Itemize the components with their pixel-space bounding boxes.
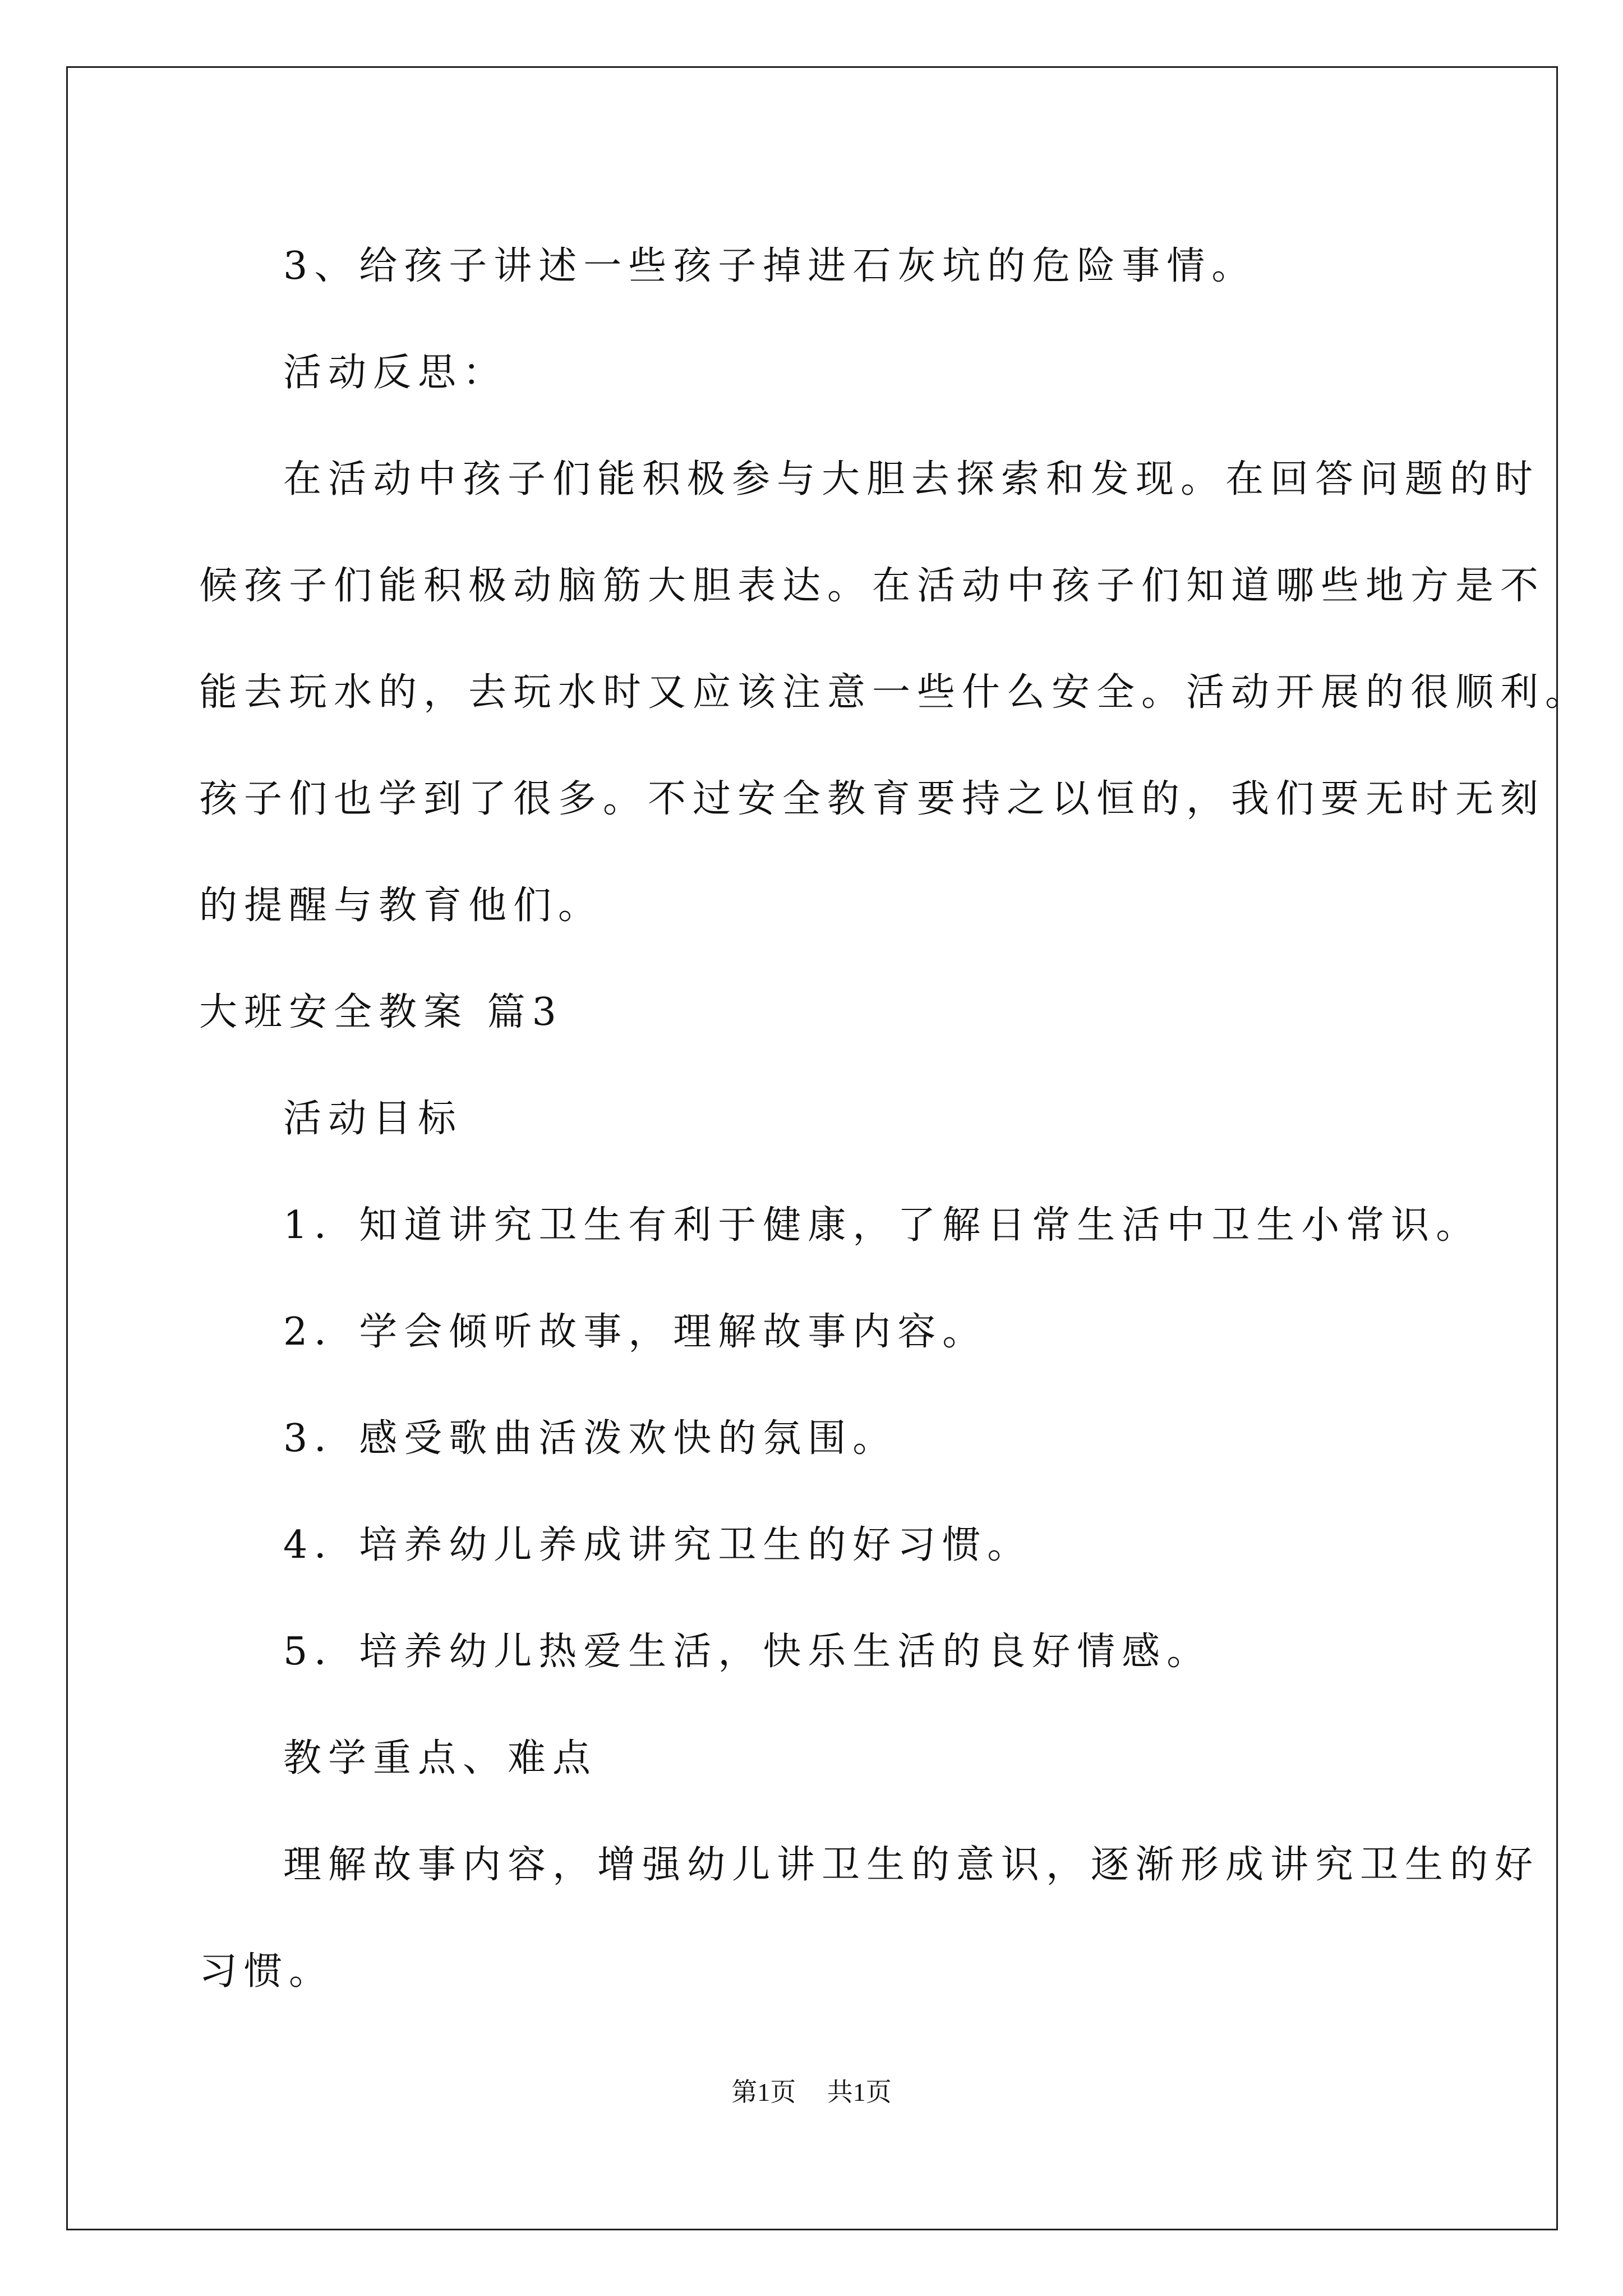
page-total: 共1页 (827, 2078, 892, 2106)
paragraph-continuation: 候孩子们能积极动脑筋大胆表达。在活动中孩子们知道哪些地方是不 (199, 564, 1546, 608)
list-item: 2．学会倾听故事，理解故事内容。 (283, 1310, 988, 1354)
paragraph-continuation: 的提醒与教育他们。 (199, 884, 603, 928)
page-footer (0, 2076, 1623, 2109)
paragraph: 在活动中孩子们能积极参与大胆去探索和发现。在回答问题的时 (283, 457, 1540, 501)
paragraph-continuation: 孩子们也学到了很多。不过安全教育要持之以恒的，我们要无时无刻 (199, 777, 1546, 821)
list-item: 4．培养幼儿养成讲究卫生的好习惯。 (283, 1523, 1032, 1567)
paragraph: 理解故事内容，增强幼儿讲卫生的意识，逐渐形成讲究卫生的好 (283, 1843, 1540, 1887)
list-item: 1．知道讲究卫生有利于健康，了解日常生活中卫生小常识。 (283, 1203, 1481, 1248)
paragraph-continuation: 能去玩水的，去玩水时又应该注意一些什么安全。活动开展的很顺利。 (199, 670, 1590, 715)
section-heading: 教学重点、难点 (283, 1736, 598, 1780)
list-item: 3．感受歌曲活泼欢快的氛围。 (283, 1416, 898, 1461)
list-item: 5．培养幼儿热爱生活，快乐生活的良好情感。 (283, 1630, 1212, 1674)
page-number: 第1页 (731, 2078, 796, 2106)
document-body (199, 213, 1590, 2025)
section-heading: 活动反思： (283, 351, 508, 395)
paragraph-continuation: 习惯。 (199, 1949, 334, 1994)
document-title: 大班安全教案 篇3 (199, 990, 563, 1034)
section-heading: 活动目标 (283, 1097, 463, 1141)
paragraph: 3、给孩子讲述一些孩子掉进石灰坑的危险事情。 (283, 244, 1257, 288)
